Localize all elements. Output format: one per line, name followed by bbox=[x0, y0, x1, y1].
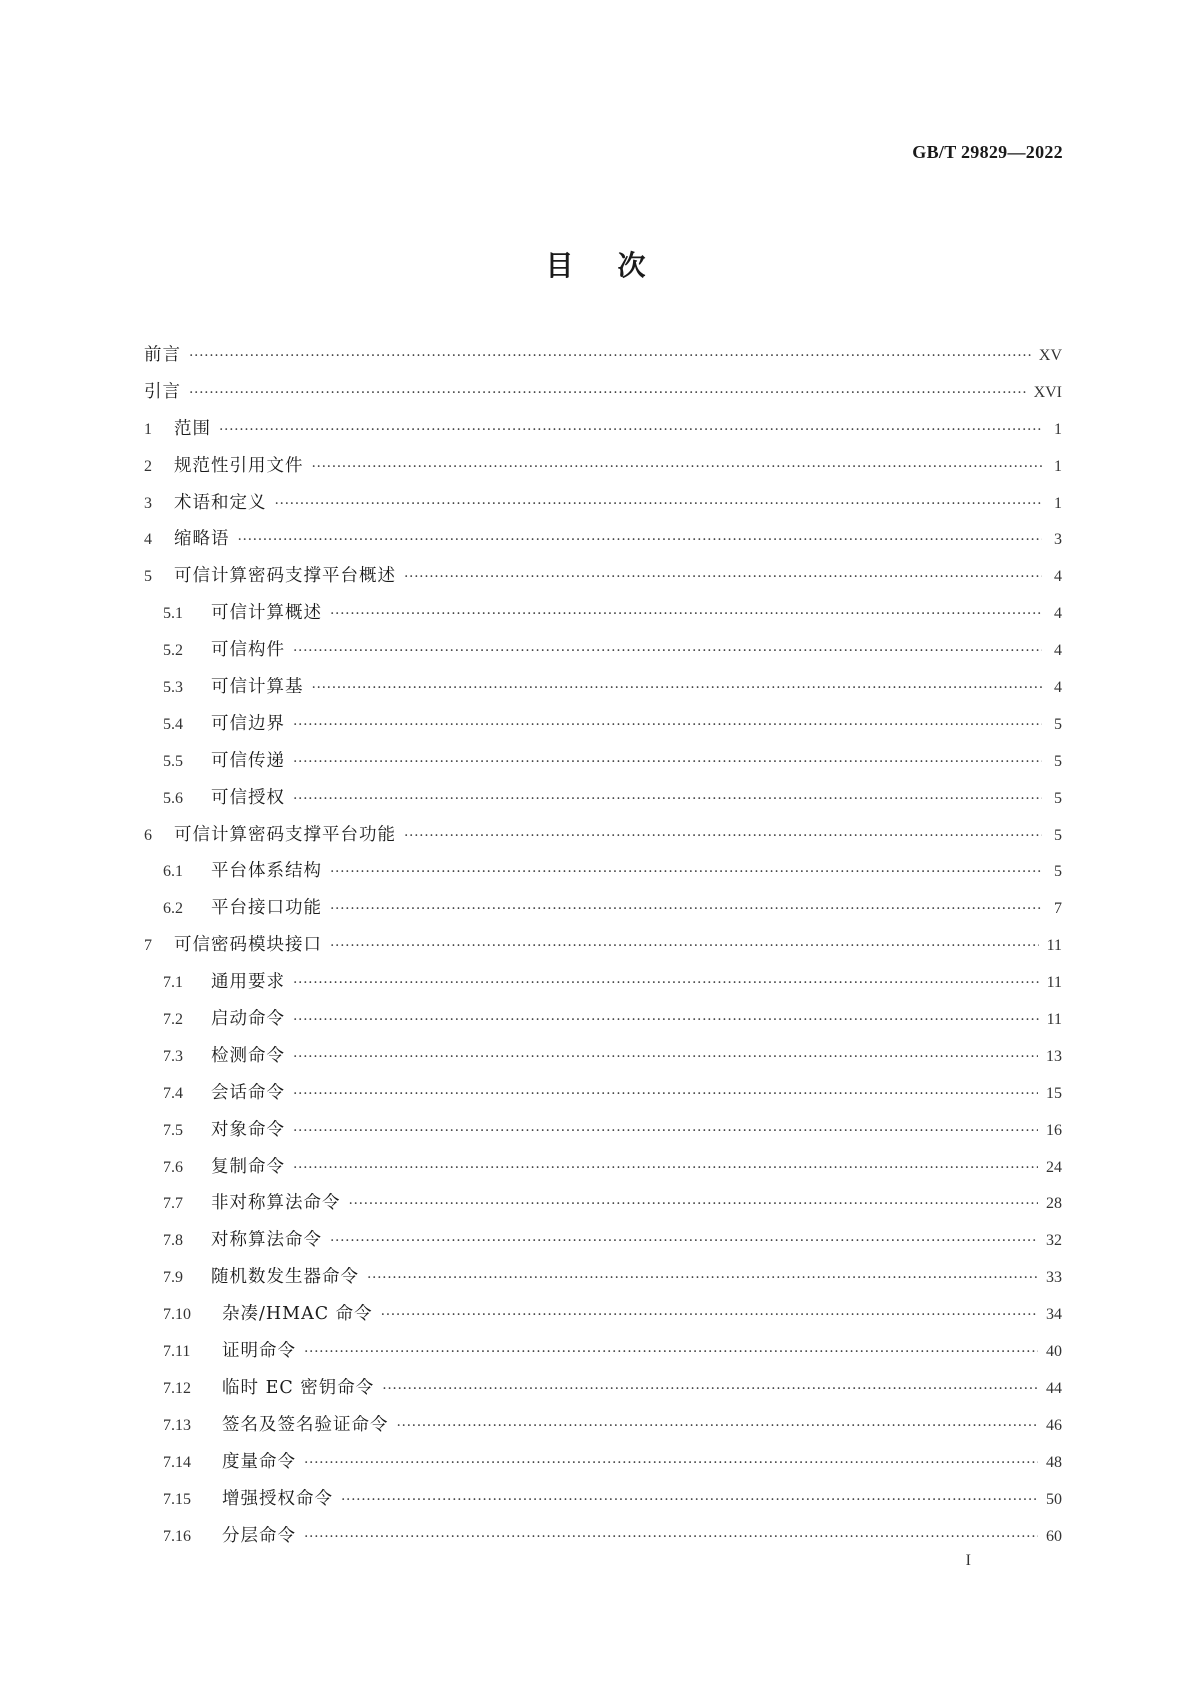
toc-entry-label: 增强授权命令 bbox=[222, 1488, 333, 1509]
toc-entry-label: 检测命令 bbox=[211, 1045, 285, 1066]
toc-entry[interactable] bbox=[144, 706, 1062, 743]
toc-entry-label: 可信计算密码支撑平台概述 bbox=[174, 566, 396, 587]
toc-entry-label: 前言 bbox=[144, 345, 181, 365]
toc-entry-page: 11 bbox=[1046, 1011, 1062, 1029]
dot-leader bbox=[312, 670, 1043, 707]
dot-leader bbox=[304, 1445, 1038, 1482]
toc-entry-label: 会话命令 bbox=[211, 1082, 285, 1103]
dot-leader bbox=[404, 559, 1042, 596]
toc-entry[interactable] bbox=[144, 448, 1062, 485]
toc-entry-page: 3 bbox=[1054, 531, 1062, 549]
toc-entry[interactable] bbox=[144, 411, 1062, 448]
toc-entry-number: 7.16 bbox=[163, 1527, 191, 1545]
dot-leader bbox=[382, 1371, 1038, 1408]
toc-entry-label: 引言 bbox=[144, 381, 181, 402]
toc-entry[interactable] bbox=[144, 595, 1062, 632]
dot-leader bbox=[381, 1297, 1038, 1334]
toc-entry-page: 4 bbox=[1054, 605, 1062, 623]
toc-entry-label: 杂凑/HMAC 命令 bbox=[222, 1304, 373, 1325]
toc-entry[interactable] bbox=[144, 890, 1062, 927]
toc-entry-number: 7.9 bbox=[163, 1269, 183, 1287]
toc-entry-number: 7.7 bbox=[163, 1195, 183, 1213]
toc-entry-number: 1 bbox=[144, 420, 152, 438]
dot-leader bbox=[330, 1223, 1038, 1260]
dot-leader bbox=[330, 928, 1039, 965]
toc-entry[interactable] bbox=[144, 374, 1062, 411]
toc-entry[interactable] bbox=[144, 1075, 1062, 1112]
toc-entry-page: XVI bbox=[1033, 383, 1062, 401]
toc-entry-number: 7.8 bbox=[163, 1232, 183, 1250]
toc-entry-label: 证明命令 bbox=[222, 1341, 296, 1362]
toc-entry-label: 通用要求 bbox=[211, 972, 285, 993]
toc-entry-page: 40 bbox=[1046, 1343, 1062, 1361]
toc-entry[interactable] bbox=[144, 853, 1062, 890]
toc-entry[interactable] bbox=[144, 743, 1062, 780]
toc-entry-number: 5.6 bbox=[163, 789, 183, 807]
toc-entry-label: 对象命令 bbox=[211, 1119, 285, 1140]
toc-entry-page: 5 bbox=[1054, 826, 1062, 844]
dot-leader bbox=[397, 1408, 1039, 1445]
toc-entry-number: 5.5 bbox=[163, 752, 183, 770]
toc-entry[interactable] bbox=[144, 1112, 1062, 1149]
toc-entry-label: 签名及签名验证命令 bbox=[222, 1414, 389, 1435]
toc-entry-page: 4 bbox=[1054, 679, 1062, 697]
toc-entry-page: 11 bbox=[1046, 974, 1062, 992]
dot-leader bbox=[293, 1113, 1038, 1150]
dot-leader bbox=[189, 375, 1026, 412]
toc-entry[interactable] bbox=[144, 1149, 1062, 1186]
toc-entry[interactable] bbox=[144, 1333, 1062, 1370]
toc-entry-label: 度量命令 bbox=[222, 1451, 296, 1472]
standard-code: GB/T 29829—2022 bbox=[912, 142, 1063, 162]
toc-entry[interactable] bbox=[144, 1518, 1062, 1555]
toc-entry-number: 7.5 bbox=[163, 1121, 183, 1139]
toc-entry[interactable] bbox=[144, 1296, 1062, 1333]
dot-leader bbox=[349, 1186, 1039, 1223]
toc-entry-number: 5 bbox=[144, 568, 152, 586]
toc-entry[interactable] bbox=[144, 1222, 1062, 1259]
toc-entry-number: 7.4 bbox=[163, 1084, 183, 1102]
toc-entry[interactable] bbox=[144, 669, 1062, 706]
toc-entry[interactable] bbox=[144, 337, 1062, 374]
toc-entry-label: 启动命令 bbox=[211, 1009, 285, 1030]
toc-entry-page: 33 bbox=[1046, 1269, 1062, 1287]
dot-leader bbox=[293, 1150, 1038, 1187]
toc-entry-page: 5 bbox=[1054, 863, 1062, 881]
toc-entry[interactable] bbox=[144, 485, 1062, 522]
toc-entry-page: 46 bbox=[1046, 1416, 1062, 1434]
toc-entry-label: 对称算法命令 bbox=[211, 1230, 322, 1251]
toc-entry-number: 5.4 bbox=[163, 715, 183, 733]
toc-entry[interactable] bbox=[144, 817, 1062, 854]
toc-entry-number: 7.11 bbox=[163, 1343, 191, 1361]
dot-leader bbox=[293, 1002, 1039, 1039]
dot-leader bbox=[293, 965, 1039, 1002]
toc-entry-number: 5.3 bbox=[163, 679, 183, 697]
toc-entry[interactable] bbox=[144, 558, 1062, 595]
toc-entry-page: 28 bbox=[1046, 1195, 1062, 1213]
toc-entry[interactable] bbox=[144, 1038, 1062, 1075]
toc-entry-page: 11 bbox=[1046, 937, 1062, 955]
toc-entry-page: 1 bbox=[1054, 494, 1062, 512]
dot-leader bbox=[219, 412, 1042, 449]
toc-entry-number: 6.2 bbox=[163, 900, 183, 918]
toc-entry-number: 3 bbox=[144, 494, 152, 512]
toc-entry-label: 非对称算法命令 bbox=[211, 1193, 341, 1214]
toc-entry-label: 平台接口功能 bbox=[211, 898, 322, 919]
toc-entry-label: 复制命令 bbox=[211, 1156, 285, 1177]
toc-entry-number: 6.1 bbox=[163, 863, 183, 881]
dot-leader bbox=[341, 1482, 1038, 1519]
toc-entry-page: 13 bbox=[1046, 1047, 1062, 1065]
toc-entry-page: 16 bbox=[1046, 1121, 1062, 1139]
dot-leader bbox=[312, 449, 1043, 486]
toc-entry-label: 分层命令 bbox=[222, 1525, 296, 1546]
dot-leader bbox=[293, 633, 1042, 670]
toc-entry-label: 范围 bbox=[174, 418, 211, 439]
dot-leader bbox=[293, 781, 1042, 818]
toc-entry[interactable] bbox=[144, 1259, 1062, 1296]
toc-entry-label: 可信授权 bbox=[211, 787, 285, 808]
toc-entry-label: 可信边界 bbox=[211, 713, 285, 734]
toc-entry-page: 1 bbox=[1054, 420, 1062, 438]
toc-entry-number: 5.1 bbox=[163, 605, 183, 623]
dot-leader bbox=[238, 522, 1043, 559]
toc-entry-label: 术语和定义 bbox=[174, 492, 267, 513]
toc-entry-number: 4 bbox=[144, 531, 152, 549]
toc-entry-page: 15 bbox=[1046, 1084, 1062, 1102]
toc-entry-page: 44 bbox=[1046, 1379, 1062, 1397]
toc-entry-page: 5 bbox=[1054, 752, 1062, 770]
toc-entry-label: 可信计算密码支撑平台功能 bbox=[174, 824, 396, 845]
toc-entry-page: 5 bbox=[1054, 789, 1062, 807]
toc-entry-label: 可信构件 bbox=[211, 640, 285, 661]
dot-leader bbox=[330, 596, 1042, 633]
toc-entry-page: 50 bbox=[1046, 1490, 1062, 1508]
toc-entry-page: 34 bbox=[1046, 1306, 1062, 1324]
toc-entry-number: 7.3 bbox=[163, 1047, 183, 1065]
toc-entry-number: 7.12 bbox=[163, 1379, 191, 1397]
toc-entry[interactable] bbox=[144, 1481, 1062, 1518]
toc-entry[interactable] bbox=[144, 1001, 1062, 1038]
toc-entry[interactable] bbox=[144, 1185, 1062, 1222]
toc-entry-label: 临时 EC 密钥命令 bbox=[222, 1377, 375, 1398]
toc-entry-label: 可信密码模块接口 bbox=[174, 935, 322, 956]
toc-entry-label: 可信传递 bbox=[211, 750, 285, 771]
toc-entry-number: 6 bbox=[144, 826, 152, 844]
toc-entry-page: 24 bbox=[1046, 1158, 1062, 1176]
table-of-contents bbox=[144, 337, 1062, 1554]
toc-entry-page: 4 bbox=[1054, 642, 1062, 660]
toc-entry-page: 5 bbox=[1054, 715, 1062, 733]
toc-entry-number: 5.2 bbox=[163, 642, 183, 660]
toc-entry-number: 2 bbox=[144, 457, 152, 475]
page-folio: I bbox=[965, 1552, 971, 1569]
dot-leader bbox=[293, 1076, 1038, 1113]
dot-leader bbox=[330, 891, 1042, 928]
toc-entry[interactable] bbox=[144, 780, 1062, 817]
toc-entry-number: 7.2 bbox=[163, 1011, 183, 1029]
toc-entry-page: XV bbox=[1038, 347, 1062, 364]
toc-entry-number: 7 bbox=[144, 937, 152, 955]
toc-entry-number: 7.1 bbox=[163, 974, 183, 992]
toc-entry[interactable] bbox=[144, 1407, 1062, 1444]
toc-entry-page: 4 bbox=[1054, 568, 1062, 586]
toc-entry-number: 7.14 bbox=[163, 1453, 191, 1471]
toc-entry-number: 7.15 bbox=[163, 1490, 191, 1508]
toc-entry-number: 7.6 bbox=[163, 1158, 183, 1176]
toc-entry[interactable] bbox=[144, 1444, 1062, 1481]
toc-entry-label: 平台体系结构 bbox=[211, 861, 322, 882]
toc-entry-label: 可信计算概述 bbox=[211, 603, 322, 624]
toc-entry-page: 60 bbox=[1046, 1527, 1062, 1545]
dot-leader bbox=[293, 1039, 1038, 1076]
toc-entry-label: 随机数发生器命令 bbox=[211, 1267, 359, 1288]
dot-leader bbox=[404, 818, 1042, 855]
toc-entry[interactable] bbox=[144, 964, 1062, 1001]
dot-leader bbox=[304, 1334, 1038, 1371]
dot-leader bbox=[189, 338, 1031, 375]
dot-leader bbox=[367, 1260, 1038, 1297]
toc-entry-label: 缩略语 bbox=[174, 529, 230, 550]
toc-entry[interactable] bbox=[144, 521, 1062, 558]
toc-entry-number: 7.13 bbox=[163, 1416, 191, 1434]
toc-entry[interactable] bbox=[144, 632, 1062, 669]
toc-entry-number: 7.10 bbox=[163, 1306, 191, 1324]
toc-entry-page: 1 bbox=[1054, 457, 1062, 475]
toc-entry[interactable] bbox=[144, 1370, 1062, 1407]
toc-entry-label: 可信计算基 bbox=[211, 677, 304, 698]
dot-leader bbox=[293, 744, 1042, 781]
toc-entry[interactable] bbox=[144, 927, 1062, 964]
toc-entry-label: 规范性引用文件 bbox=[174, 455, 304, 476]
dot-leader bbox=[275, 486, 1043, 523]
dot-leader bbox=[330, 854, 1042, 891]
dot-leader bbox=[293, 707, 1042, 744]
toc-entry-page: 32 bbox=[1046, 1232, 1062, 1250]
toc-entry-page: 48 bbox=[1046, 1453, 1062, 1471]
toc-entry-page: 7 bbox=[1054, 900, 1062, 918]
page-title: 目次 bbox=[545, 249, 690, 282]
dot-leader bbox=[304, 1519, 1038, 1556]
